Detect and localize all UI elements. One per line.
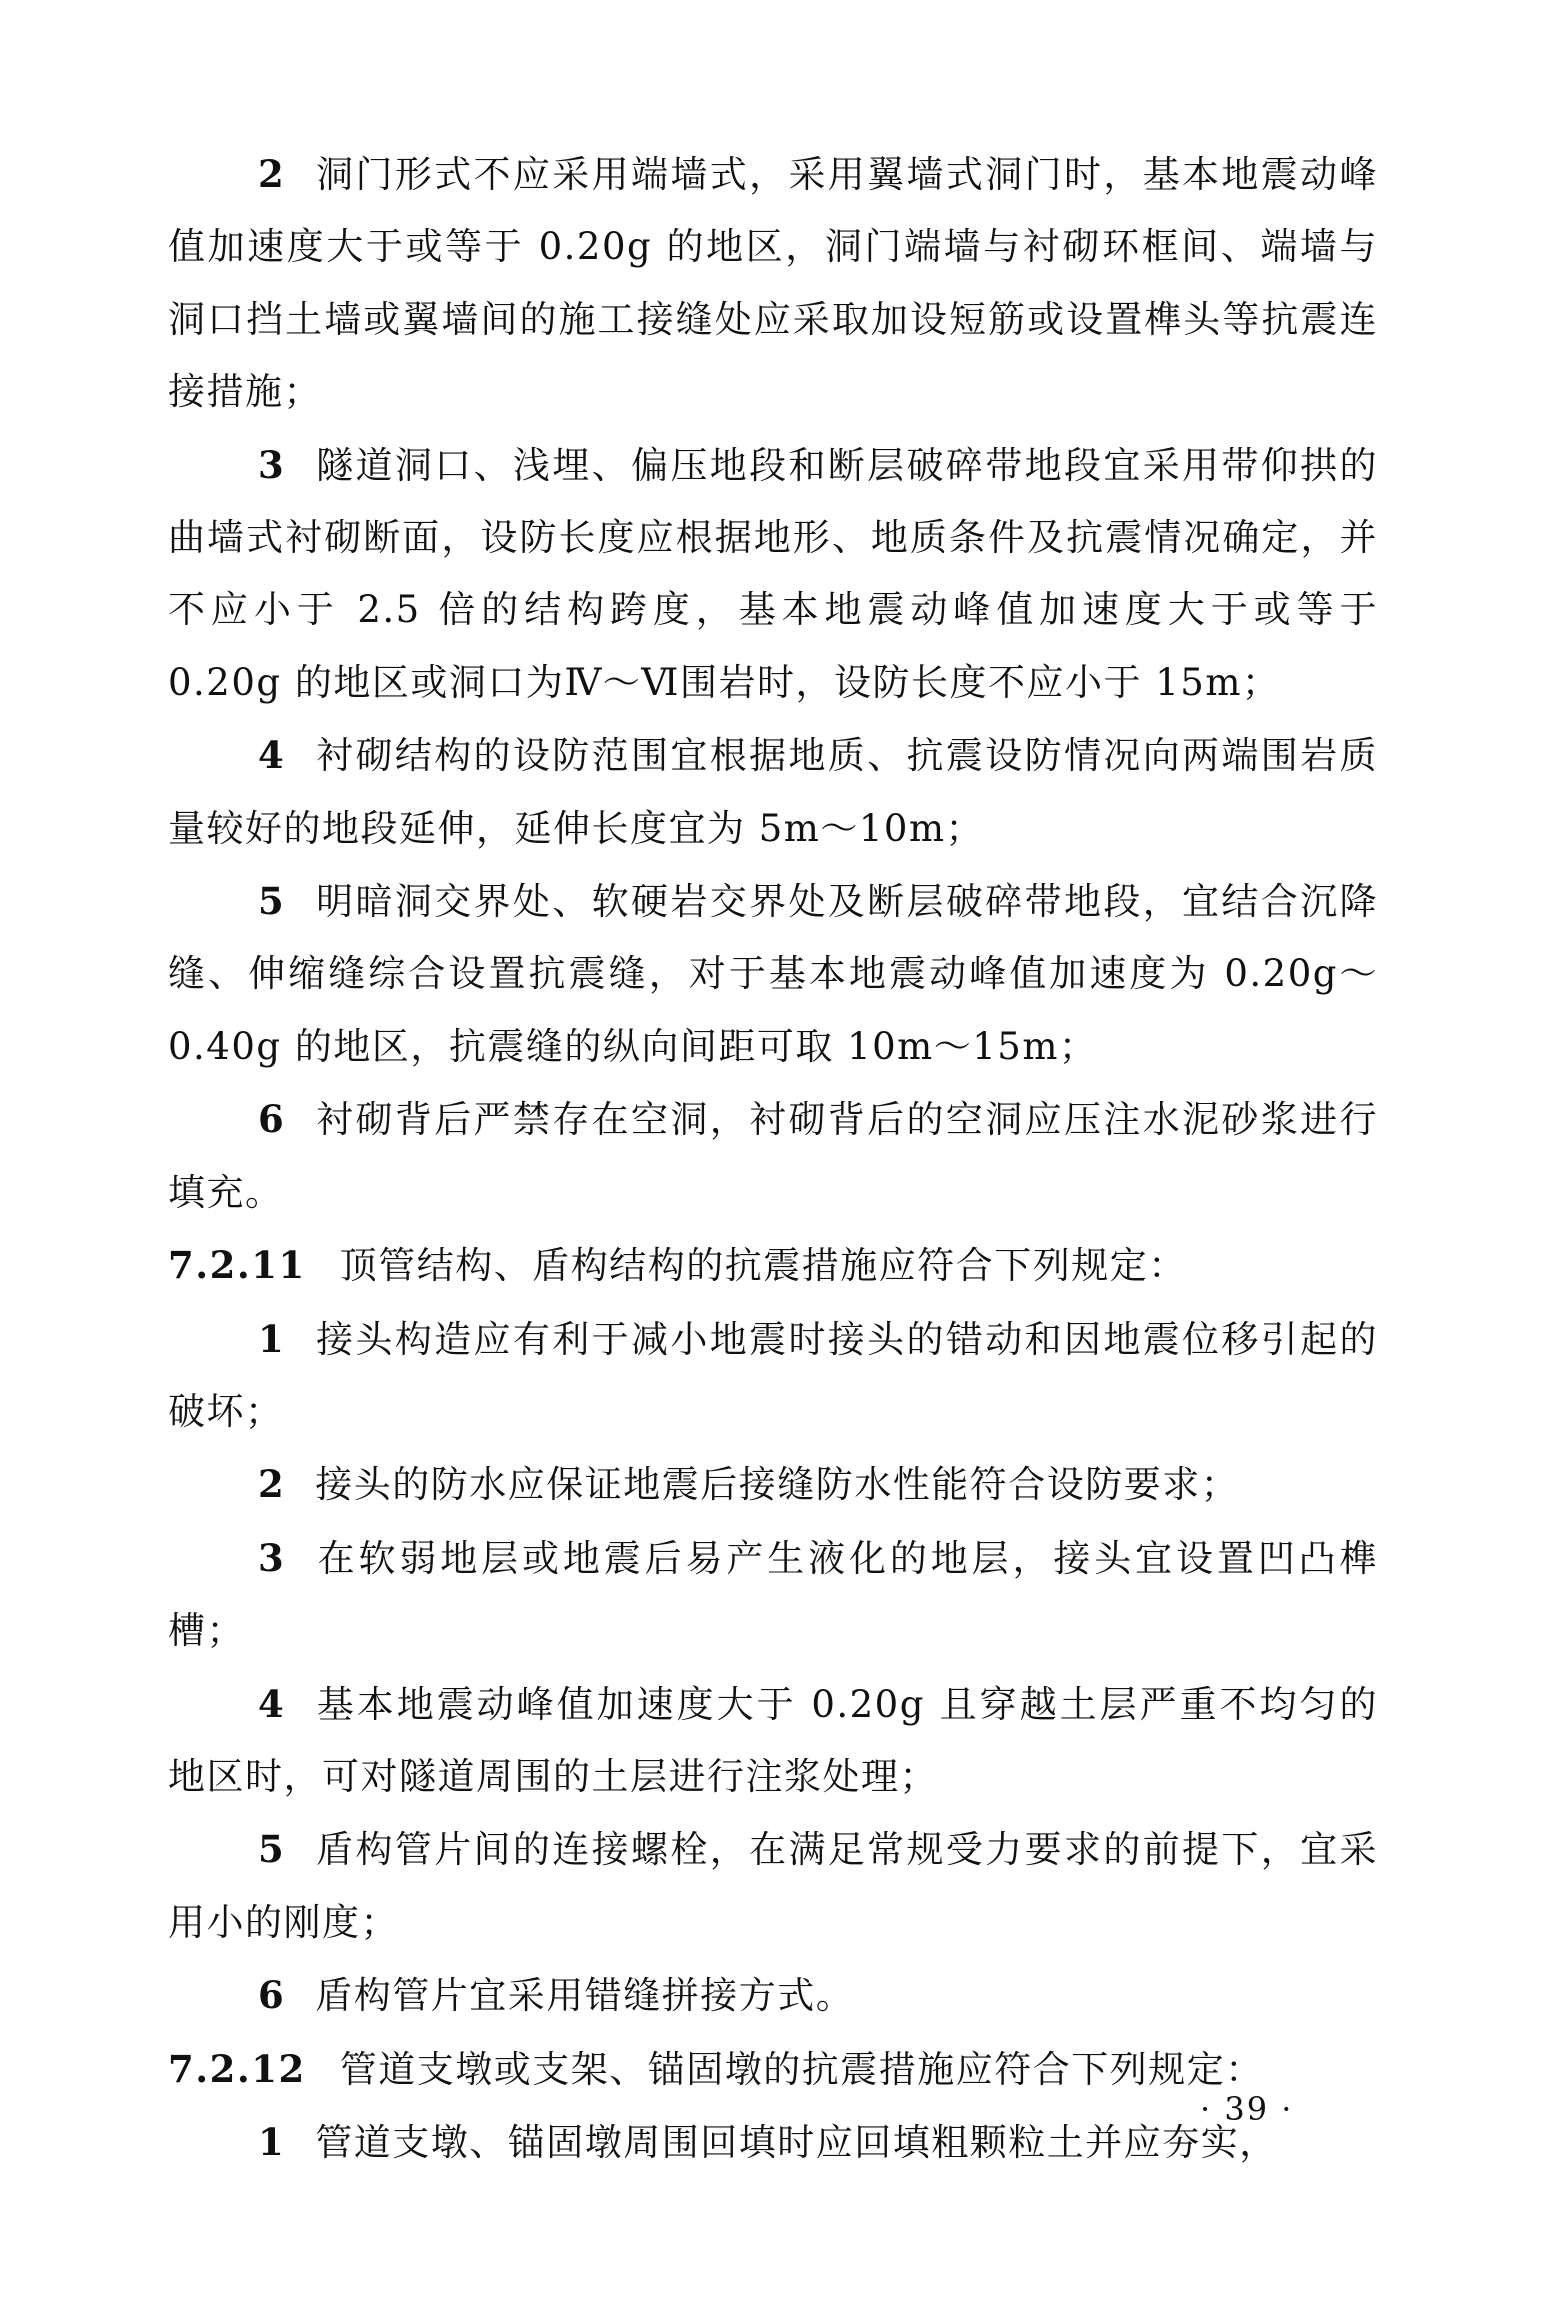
clause-number: 7.2.12 xyxy=(168,2046,306,2091)
item-text: 基本地震动峰值加速度大于 0.20g 且穿越土层严重不均匀的地区时，可对隧道周围的土层进行注浆处理； xyxy=(168,1682,1378,1798)
page-number: · 39 · xyxy=(1200,2090,1294,2128)
item-text: 衬砌结构的设防范围宜根据地质、抗震设防情况向两端围岩质量较好的地段延伸，延伸长度宜为 5m～10m； xyxy=(168,734,1378,850)
clause-text: 顶管结构、盾构结构的抗震措施应符合下列规定： xyxy=(339,1244,1187,1288)
list-item xyxy=(168,1448,1378,1521)
list-item xyxy=(168,1083,1378,1229)
item-number: 3 xyxy=(258,442,286,487)
item-number: 2 xyxy=(258,152,286,196)
item-number: 5 xyxy=(258,1827,286,1872)
document-body xyxy=(168,138,1378,2179)
list-item xyxy=(168,865,1378,1083)
item-text: 隧道洞口、浅埋、偏压地段和断层破碎带地段宜采用带仰拱的曲墙式衬砌断面，设防长度应根据地形、地质条件及抗震情况确定，并不应小于 2.5 倍的结构跨度，基本地震动峰值加速度大于或等于 0.20g 的地区或洞口为Ⅳ～Ⅵ围岩时，设防长度不应小于 15m； xyxy=(168,443,1378,704)
item-number: 6 xyxy=(258,1097,286,1142)
list-item xyxy=(168,1303,1378,1449)
item-text: 盾构管片间的连接螺栓，在满足常规受力要求的前提下，宜采用小的刚度； xyxy=(168,1828,1378,1944)
item-number: 4 xyxy=(258,1681,286,1726)
list-item xyxy=(168,2106,1378,2179)
item-number: 1 xyxy=(258,2119,286,2164)
item-text: 洞门形式不应采用端墙式，采用翼墙式洞门时，基本地震动峰值加速度大于或等于 0.20g 的地区，洞门端墙与衬砌环框间、端墙与洞口挡土墙或翼墙间的施工接缝处应采取加设短筋或设置榫头等抗震连接措施； xyxy=(168,153,1378,414)
clause-text: 管道支墩或支架、锚固墩的抗震措施应符合下列规定： xyxy=(339,2047,1264,2091)
clause-heading xyxy=(168,2033,1378,2106)
clause-heading xyxy=(168,1229,1378,1302)
item-text: 盾构管片宜采用错缝拼接方式。 xyxy=(315,1974,855,2018)
item-text: 接头的防水应保证地震后接缝防水性能符合设防要求； xyxy=(315,1463,1240,1507)
item-number: 4 xyxy=(258,733,286,778)
item-number: 3 xyxy=(258,1535,286,1580)
list-item xyxy=(168,138,1378,429)
list-item xyxy=(168,1813,1378,1959)
clause-number: 7.2.11 xyxy=(168,1243,306,1288)
item-text: 明暗洞交界处、软硬岩交界处及断层破碎带地段，宜结合沉降缝、伸缩缝综合设置抗震缝，对于基本地震动峰值加速度为 0.20g～0.40g 的地区，抗震缝的纵向间距可取 10m～15m； xyxy=(168,880,1378,1068)
item-text: 衬砌背后严禁存在空洞，衬砌背后的空洞应压注水泥砂浆进行填充。 xyxy=(168,1098,1378,1214)
item-text: 管道支墩、锚固墩周围回填时应回填粗颗粒土并应夯实， xyxy=(315,2120,1278,2164)
list-item xyxy=(168,429,1378,720)
item-number: 6 xyxy=(258,1973,286,2018)
item-text: 接头构造应有利于减小地震时接头的错动和因地震位移引起的破坏； xyxy=(168,1317,1378,1433)
item-number: 1 xyxy=(258,1316,286,1361)
list-item xyxy=(168,1959,1378,2032)
item-text: 在软弱地层或地震后易产生液化的地层，接头宜设置凹凸榫槽； xyxy=(168,1536,1378,1653)
list-item xyxy=(168,1668,1378,1814)
list-item xyxy=(168,1522,1378,1668)
list-item xyxy=(168,719,1378,865)
item-number: 2 xyxy=(258,1462,286,1507)
item-number: 5 xyxy=(258,879,286,924)
